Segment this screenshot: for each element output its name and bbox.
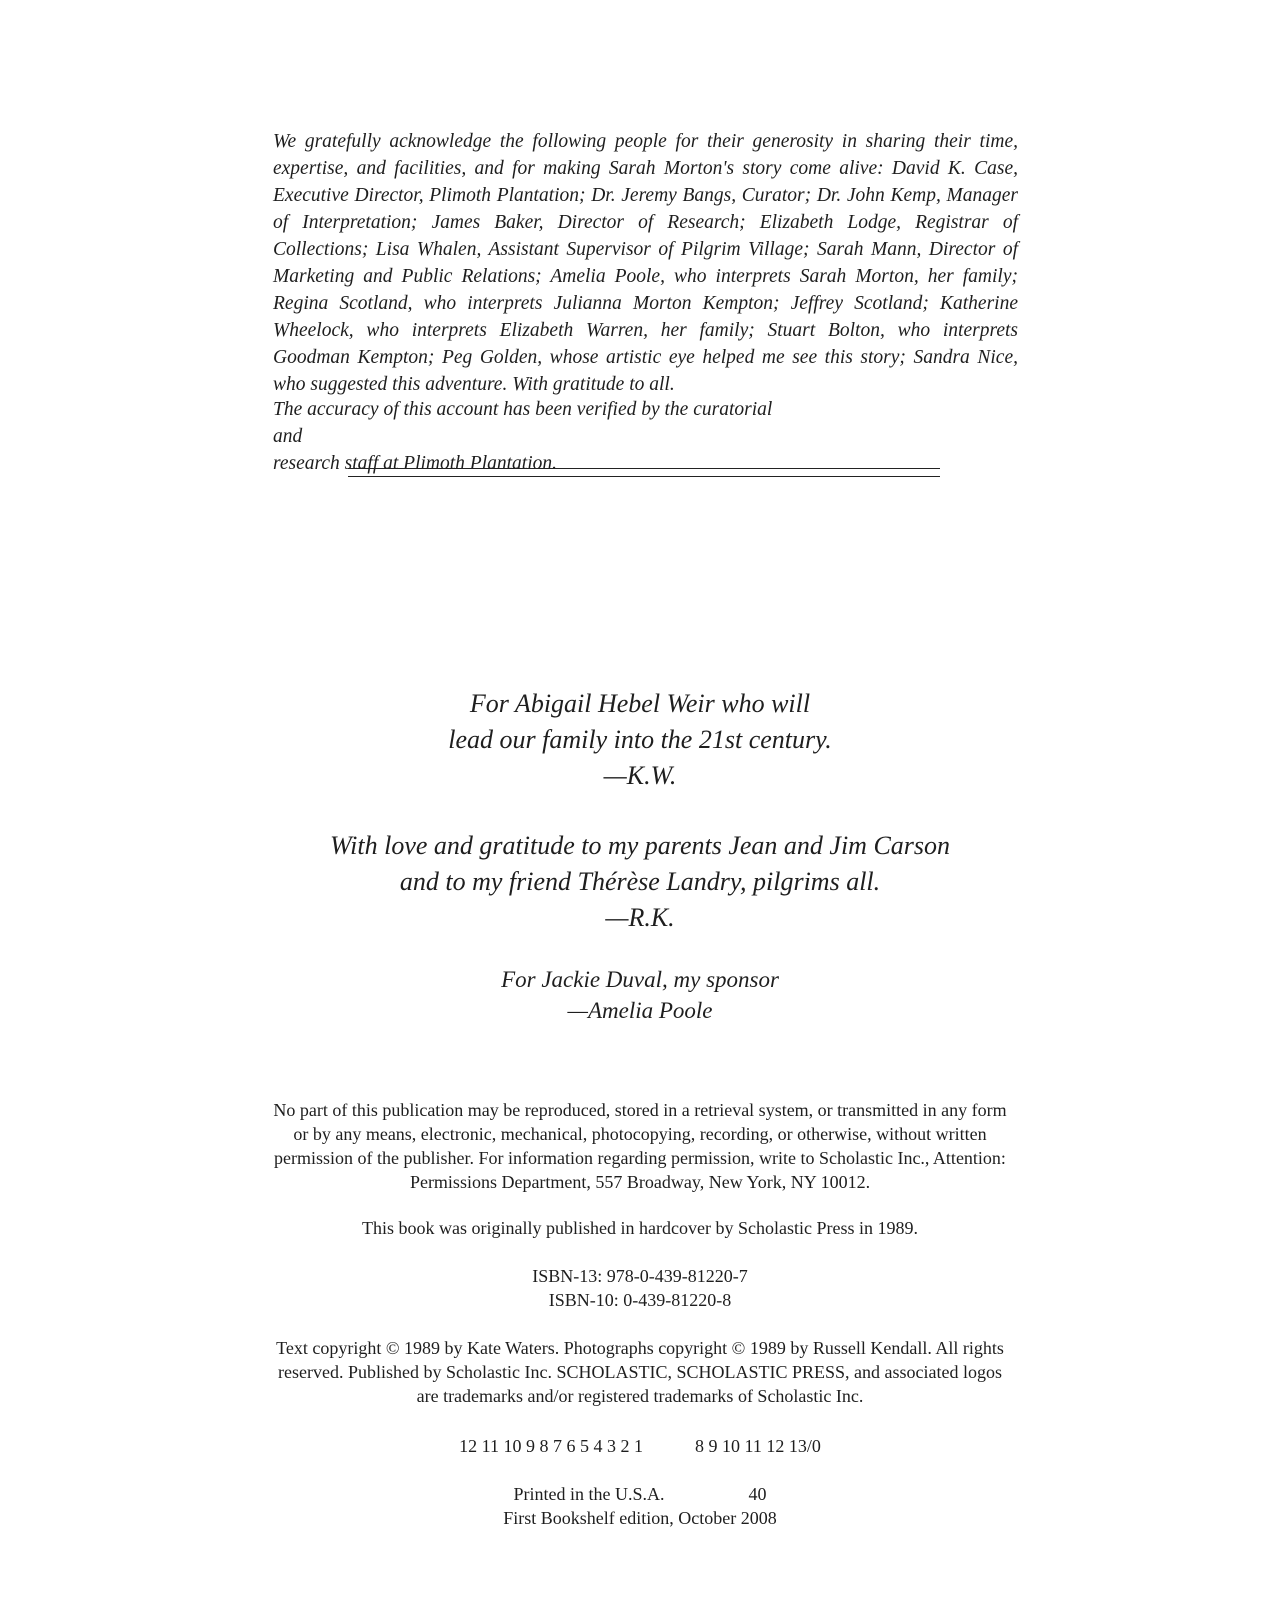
year-sequence: 8 9 10 11 12 13/0 — [695, 1436, 821, 1456]
copyright-notice: Text copyright © 1989 by Kate Waters. Photographs copyright © 1989 by Russell Kendall. All rights reserved. Published by Scholastic Inc. SCHOLASTIC, SCHOLASTIC PRESS, and associated logos are trademarks and/or registered trademarks of Scholastic Inc. — [276, 1338, 1004, 1406]
dedication-line: For Jackie Duval, my sponsor — [501, 967, 779, 992]
printed-in: Printed in the U.S.A. — [513, 1484, 665, 1504]
printing-info — [270, 1482, 1010, 1530]
dedication-line: With love and gratitude to my parents Jean and Jim Carson — [329, 831, 951, 860]
divider-rule-bottom — [348, 476, 940, 477]
accuracy-line-2: research staff at Plimoth Plantation. — [273, 453, 557, 474]
dedication-signature: —Amelia Poole — [567, 998, 713, 1023]
isbn-10: ISBN-10: 0-439-81220-8 — [548, 1290, 732, 1310]
dedication-line: For Abigail Hebel Weir who will — [469, 689, 811, 718]
permissions-notice: No part of this publication may be reproduced, stored in a retrieval system, or transmitted in any form or by any means, electronic, mechanical, photocopying, recording, or otherwise, without written permission of the publisher. For information regarding permission, write to Scholastic Inc., Attention: Permissions Department, 557 Broadway, New York, NY 10012. — [273, 1100, 1007, 1192]
printing-number-line — [270, 1434, 1010, 1458]
print-sequence: 12 11 10 9 8 7 6 5 4 3 2 1 — [459, 1436, 643, 1456]
accuracy-statement — [273, 396, 793, 477]
dedication-kw — [240, 686, 1040, 794]
acknowledgments-paragraph: We gratefully acknowledge the following people for their generosity in sharing their time, expertise, and facilities, and for making Sarah Morton's story come alive: David K. Case, Executive Director, Plimoth Plantation; Dr. Jeremy Bangs, Curator; Dr. John Kemp, Manager of Interpretation; James Baker, Director of Research; Elizabeth Lodge, Registrar of Collections; Lisa Whalen, Assistant Supervisor of Pilgrim Village; Sarah Mann, Director of Marketing and Public Relations; Amelia Poole, who interprets Sarah Morton, her family; Regina Scotland, who interprets Julianna Morton Kempton; Jeffrey Scotland; Katherine Wheelock, who interprets Elizabeth Warren, her family; Stuart Bolton, who interprets Goodman Kempton; Peg Golden, whose artistic eye helped me see this story; Sandra Nice, who suggested this adventure. With gratitude to all. — [273, 131, 1018, 395]
edition-line: First Bookshelf edition, October 2008 — [503, 1508, 777, 1528]
original-publication-note: This book was originally published in hardcover by Scholastic Press in 1989. — [362, 1218, 918, 1238]
isbn-block — [270, 1264, 1010, 1312]
dedication-line: lead our family into the 21st century. — [448, 725, 832, 754]
dedication-line: and to my friend Thérèse Landry, pilgrims all. — [399, 867, 881, 896]
printing-code: 40 — [748, 1484, 767, 1504]
dedication-amelia-poole — [240, 964, 1040, 1026]
accuracy-line-1: The accuracy of this account has been verified by the curatorial and — [273, 399, 773, 447]
dedication-signature: —R.K. — [605, 903, 675, 932]
dedication-signature: —K.W. — [603, 761, 677, 790]
isbn-13: ISBN-13: 978-0-439-81220-7 — [532, 1266, 748, 1286]
dedication-rk — [240, 828, 1040, 936]
divider-rule-top — [348, 468, 940, 469]
